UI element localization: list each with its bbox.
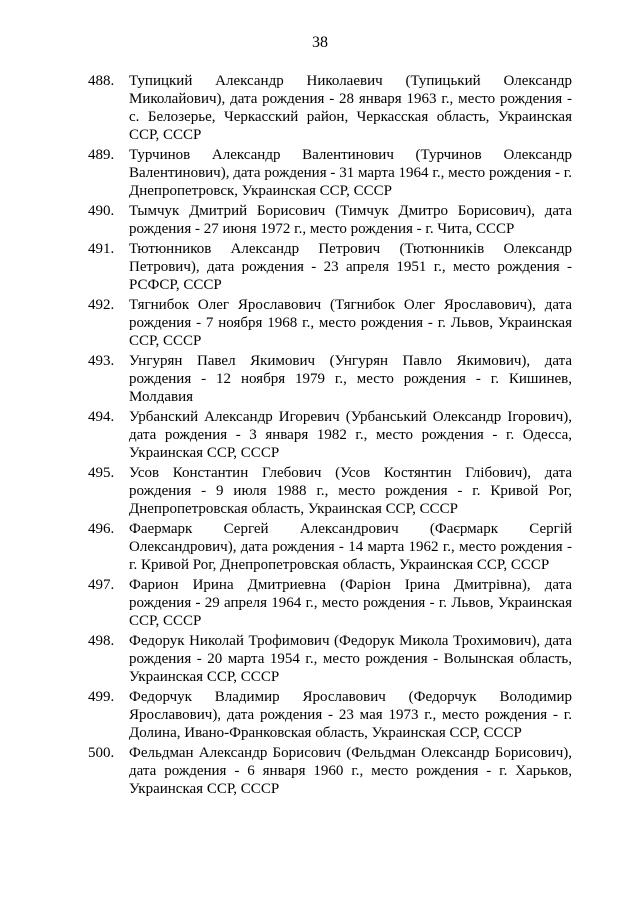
entry-text: Турчинов Александр Валентинович (Турчинов Олександр Валентинович), дата рождения - 31 марта 1964 г., место рождения - г. Днепропетровск, Украинская ССР, СССР bbox=[129, 147, 572, 199]
entry-text: Фельдман Александр Борисович (Фельдман Олександр Борисович), дата рождения - 6 января 1960 г., место рождения - г. Харьков, Украинская ССР, СССР bbox=[129, 745, 572, 797]
entry-number: 499. bbox=[88, 689, 115, 705]
list-item bbox=[88, 576, 572, 630]
list-item bbox=[88, 408, 572, 462]
entry-number: 492. bbox=[88, 297, 115, 313]
entry-text: Фарион Ирина Дмитриевна (Фаріон Ірина Дмитрівна), дата рождения - 29 апреля 1964 г., место рождения - г. Львов, Украинская ССР, СССР bbox=[129, 577, 572, 629]
entry-number: 496. bbox=[88, 521, 115, 537]
entry-number: 488. bbox=[88, 73, 115, 89]
entry-text: Тютюнников Александр Петрович (Тютюнників Олександр Петрович), дата рождения - 23 апреля 1951 г., место рождения - РСФСР, СССР bbox=[129, 241, 572, 293]
list-item bbox=[88, 72, 572, 144]
list-item bbox=[88, 146, 572, 200]
list-item bbox=[88, 464, 572, 518]
entry-number: 491. bbox=[88, 241, 115, 257]
list-item bbox=[88, 688, 572, 742]
list-item bbox=[88, 744, 572, 798]
entry-number: 500. bbox=[88, 745, 115, 761]
entry-text: Фаермарк Сергей Александрович (Фаєрмарк Сергій Олександрович), дата рождения - 14 марта 1962 г., место рождения - г. Кривой Рог, Днепропетровская область, Украинская ССР, СССР bbox=[129, 521, 572, 573]
list-item bbox=[88, 202, 572, 238]
entry-text: Тупицкий Александр Николаевич (Тупицький Олександр Миколайович), дата рождения - 28 января 1963 г., место рождения - с. Белозерье, Черкасский район, Черкасская область, Украинская ССР, СССР bbox=[129, 73, 572, 143]
entry-text: Тягнибок Олег Ярославович (Тягнибок Олег Ярославович), дата рождения - 7 ноября 1968 г., место рождения - г. Львов, Украинская ССР, СССР bbox=[129, 297, 572, 349]
list-item bbox=[88, 240, 572, 294]
entry-text: Федорук Николай Трофимович (Федорук Микола Трохимович), дата рождения - 20 марта 1954 г., место рождения - Волынская область, Украинская ССР, СССР bbox=[129, 633, 572, 685]
entry-list bbox=[88, 72, 572, 800]
page-number: 38 bbox=[312, 34, 328, 51]
entry-text: Урбанский Александр Игоревич (Урбанський Олександр Ігорович), дата рождения - 3 января 1982 г., место рождения - г. Одесса, Украинская ССР, СССР bbox=[129, 409, 572, 461]
entry-number: 490. bbox=[88, 203, 115, 219]
entry-number: 497. bbox=[88, 577, 115, 593]
entry-number: 489. bbox=[88, 147, 115, 163]
entry-text: Федорчук Владимир Ярославович (Федорчук Володимир Ярославович), дата рождения - 23 мая 1973 г., место рождения - г. Долина, Ивано-Франковская область, Украинская ССР, СССР bbox=[129, 689, 572, 741]
list-item bbox=[88, 296, 572, 350]
entry-text: Тымчук Дмитрий Борисович (Тимчук Дмитро Борисович), дата рождения - 27 июня 1972 г., место рождения - г. Чита, СССР bbox=[129, 203, 572, 237]
entry-number: 493. bbox=[88, 353, 115, 369]
entry-text: Унгурян Павел Якимович (Унгурян Павло Якимович), дата рождения - 12 ноября 1979 г., место рождения - г. Кишинев, Молдавия bbox=[129, 353, 572, 405]
list-item bbox=[88, 632, 572, 686]
list-item bbox=[88, 520, 572, 574]
list-item bbox=[88, 352, 572, 406]
entry-text: Усов Константин Глебович (Усов Костянтин Глібович), дата рождения - 9 июля 1988 г., место рождения - г. Кривой Рог, Днепропетровская область, Украинская ССР, СССР bbox=[129, 465, 572, 517]
entry-number: 494. bbox=[88, 409, 115, 425]
entry-number: 495. bbox=[88, 465, 115, 481]
entry-number: 498. bbox=[88, 633, 115, 649]
